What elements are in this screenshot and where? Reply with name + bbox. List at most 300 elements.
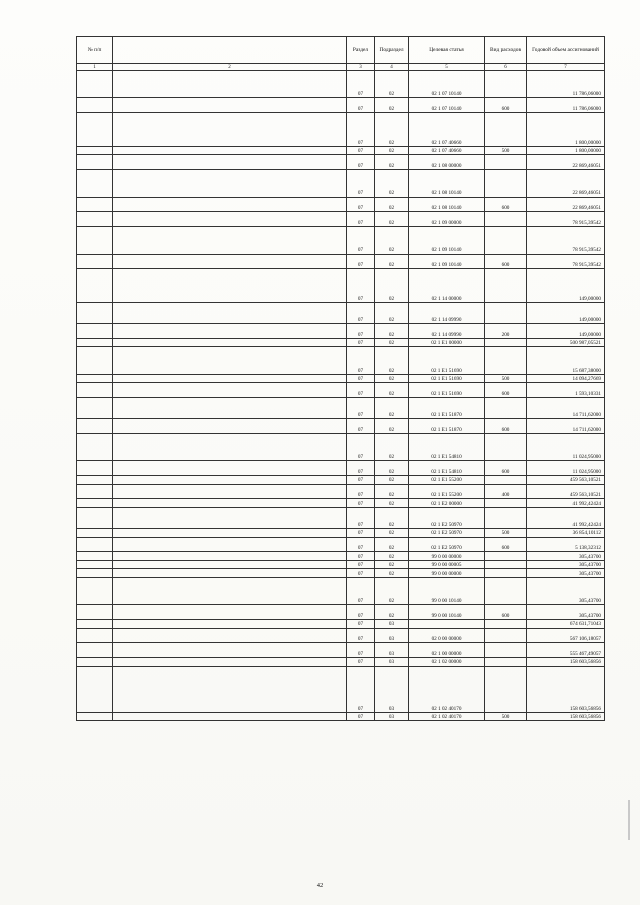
row-expense-type xyxy=(485,338,527,347)
table-row xyxy=(77,383,605,398)
row-amount: 11 786,06000 xyxy=(527,71,605,98)
row-amount: 158 603,56856 xyxy=(527,658,605,667)
row-amount: 14 711,62000 xyxy=(527,398,605,419)
row-amount: 41 992,42424 xyxy=(527,507,605,528)
row-target-article: 02 1 07 10140 xyxy=(409,98,485,113)
row-number xyxy=(77,643,113,658)
row-number xyxy=(77,113,113,147)
row-subsection: 02 xyxy=(375,434,409,461)
row-expense-type: 200 xyxy=(485,324,527,339)
row-subsection: 02 xyxy=(375,398,409,419)
row-section: 07 xyxy=(347,170,375,197)
row-subsection: 03 xyxy=(375,620,409,629)
header-section: Раздел xyxy=(347,37,375,64)
row-expense-type xyxy=(485,628,527,643)
row-number xyxy=(77,476,113,485)
header-expense-type: Вид расходов xyxy=(485,37,527,64)
row-expense-type: 600 xyxy=(485,461,527,476)
row-amount: 14 711,62000 xyxy=(527,419,605,434)
row-description xyxy=(113,398,347,419)
header-name xyxy=(113,37,347,64)
row-description xyxy=(113,197,347,212)
row-subsection: 02 xyxy=(375,197,409,212)
row-expense-type xyxy=(485,71,527,98)
row-description xyxy=(113,666,347,712)
row-number xyxy=(77,620,113,629)
table-row xyxy=(77,552,605,561)
row-subsection: 02 xyxy=(375,577,409,604)
row-amount: 1 800,00000 xyxy=(527,146,605,155)
row-section: 07 xyxy=(347,269,375,303)
row-description xyxy=(113,658,347,667)
row-section: 07 xyxy=(347,212,375,227)
column-number: 2 xyxy=(113,64,347,71)
row-target-article: 02 1 E1 54810 xyxy=(409,461,485,476)
row-description xyxy=(113,605,347,620)
row-number xyxy=(77,212,113,227)
row-subsection: 02 xyxy=(375,212,409,227)
row-section: 07 xyxy=(347,560,375,569)
column-number: 3 xyxy=(347,64,375,71)
row-subsection: 02 xyxy=(375,347,409,374)
row-number xyxy=(77,666,113,712)
row-target-article: 02 1 08 00000 xyxy=(409,155,485,170)
row-expense-type xyxy=(485,476,527,485)
row-section: 07 xyxy=(347,537,375,552)
row-expense-type xyxy=(485,269,527,303)
page-number: 42 xyxy=(316,882,324,889)
row-description xyxy=(113,434,347,461)
row-section: 07 xyxy=(347,113,375,147)
row-target-article: 02 1 E1 51690 xyxy=(409,383,485,398)
row-description xyxy=(113,529,347,538)
row-subsection: 03 xyxy=(375,628,409,643)
row-number xyxy=(77,499,113,508)
row-description xyxy=(113,71,347,98)
row-number xyxy=(77,628,113,643)
table-row xyxy=(77,537,605,552)
row-number xyxy=(77,383,113,398)
table-row xyxy=(77,212,605,227)
row-section: 07 xyxy=(347,628,375,643)
row-number xyxy=(77,227,113,254)
row-expense-type xyxy=(485,552,527,561)
table-body xyxy=(77,71,605,721)
header-amount: Годовой объем ассигнований xyxy=(527,37,605,64)
row-expense-type xyxy=(485,398,527,419)
row-number xyxy=(77,146,113,155)
column-number: 4 xyxy=(375,64,409,71)
row-subsection: 03 xyxy=(375,666,409,712)
row-description xyxy=(113,303,347,324)
row-amount: 11 024,95000 xyxy=(527,434,605,461)
row-subsection: 02 xyxy=(375,338,409,347)
row-number xyxy=(77,347,113,374)
scan-edge-mark xyxy=(628,800,630,840)
header-target: Целевая статья xyxy=(409,37,485,64)
row-expense-type: 600 xyxy=(485,605,527,620)
row-number xyxy=(77,303,113,324)
row-description xyxy=(113,419,347,434)
row-number xyxy=(77,577,113,604)
row-amount: 22 869,46051 xyxy=(527,155,605,170)
row-target-article: 02 1 07 40660 xyxy=(409,113,485,147)
column-number: 1 xyxy=(77,64,113,71)
row-amount: 500 987,05521 xyxy=(527,338,605,347)
row-target-article xyxy=(409,620,485,629)
row-amount: 459 563,10521 xyxy=(527,484,605,499)
row-section: 07 xyxy=(347,324,375,339)
row-amount: 11 786,06000 xyxy=(527,98,605,113)
row-number xyxy=(77,461,113,476)
row-section: 07 xyxy=(347,303,375,324)
row-number xyxy=(77,658,113,667)
row-target-article: 02 1 02 40170 xyxy=(409,666,485,712)
row-section: 07 xyxy=(347,620,375,629)
row-section: 07 xyxy=(347,658,375,667)
row-number xyxy=(77,98,113,113)
table-header-row xyxy=(77,37,605,64)
row-number xyxy=(77,71,113,98)
row-expense-type xyxy=(485,620,527,629)
column-number: 7 xyxy=(527,64,605,71)
row-target-article: 02 0 00 00000 xyxy=(409,628,485,643)
row-target-article: 02 1 09 00000 xyxy=(409,212,485,227)
row-subsection: 02 xyxy=(375,529,409,538)
row-amount: 36 854,10112 xyxy=(527,529,605,538)
row-target-article: 99 0 00 10140 xyxy=(409,577,485,604)
row-section: 07 xyxy=(347,254,375,269)
table-row xyxy=(77,374,605,383)
row-description xyxy=(113,577,347,604)
row-target-article: 02 1 E1 51870 xyxy=(409,398,485,419)
row-amount: 674 631,71043 xyxy=(527,620,605,629)
row-amount: 305,43700 xyxy=(527,569,605,578)
row-section: 07 xyxy=(347,197,375,212)
row-amount: 14 094,27669 xyxy=(527,374,605,383)
row-number xyxy=(77,419,113,434)
row-subsection: 02 xyxy=(375,113,409,147)
row-target-article: 02 1 08 10140 xyxy=(409,197,485,212)
row-section: 07 xyxy=(347,227,375,254)
row-target-article: 02 1 E1 00000 xyxy=(409,338,485,347)
row-number xyxy=(77,374,113,383)
row-number xyxy=(77,398,113,419)
row-subsection: 02 xyxy=(375,324,409,339)
row-section: 07 xyxy=(347,476,375,485)
row-number xyxy=(77,197,113,212)
row-section: 07 xyxy=(347,499,375,508)
row-section: 07 xyxy=(347,529,375,538)
row-number xyxy=(77,434,113,461)
row-description xyxy=(113,347,347,374)
row-section: 07 xyxy=(347,569,375,578)
row-subsection: 02 xyxy=(375,419,409,434)
row-expense-type xyxy=(485,643,527,658)
row-number xyxy=(77,269,113,303)
table-row xyxy=(77,113,605,147)
row-amount: 149,00000 xyxy=(527,324,605,339)
row-section: 07 xyxy=(347,383,375,398)
table-row xyxy=(77,303,605,324)
row-number xyxy=(77,170,113,197)
row-number xyxy=(77,712,113,721)
row-subsection: 02 xyxy=(375,227,409,254)
row-section: 07 xyxy=(347,577,375,604)
row-expense-type: 600 xyxy=(485,254,527,269)
row-subsection: 02 xyxy=(375,461,409,476)
row-description xyxy=(113,552,347,561)
row-expense-type: 400 xyxy=(485,484,527,499)
table-row xyxy=(77,254,605,269)
table-row xyxy=(77,98,605,113)
row-description xyxy=(113,212,347,227)
row-description xyxy=(113,374,347,383)
row-subsection: 02 xyxy=(375,605,409,620)
row-expense-type xyxy=(485,666,527,712)
row-description xyxy=(113,98,347,113)
row-expense-type xyxy=(485,113,527,147)
row-section: 07 xyxy=(347,146,375,155)
table-row xyxy=(77,484,605,499)
row-target-article: 02 1 E1 51690 xyxy=(409,374,485,383)
table-row xyxy=(77,620,605,629)
row-description xyxy=(113,507,347,528)
row-number xyxy=(77,605,113,620)
row-amount: 158 603,56856 xyxy=(527,666,605,712)
row-number xyxy=(77,552,113,561)
row-target-article: 02 1 E1 51870 xyxy=(409,419,485,434)
row-subsection: 03 xyxy=(375,643,409,658)
row-amount: 305,43700 xyxy=(527,560,605,569)
row-amount: 11 024,95000 xyxy=(527,461,605,476)
row-target-article: 02 1 02 00000 xyxy=(409,658,485,667)
table-row xyxy=(77,476,605,485)
row-description xyxy=(113,569,347,578)
table-row xyxy=(77,499,605,508)
row-expense-type: 600 xyxy=(485,383,527,398)
row-subsection: 02 xyxy=(375,155,409,170)
table-row xyxy=(77,666,605,712)
row-subsection: 02 xyxy=(375,269,409,303)
row-subsection: 03 xyxy=(375,658,409,667)
row-target-article: 02 1 E1 55200 xyxy=(409,476,485,485)
row-target-article: 02 1 00 00000 xyxy=(409,643,485,658)
row-expense-type: 600 xyxy=(485,537,527,552)
row-target-article: 02 1 E1 51690 xyxy=(409,347,485,374)
row-amount: 41 992,42424 xyxy=(527,499,605,508)
row-subsection: 02 xyxy=(375,569,409,578)
row-description xyxy=(113,383,347,398)
row-target-article: 02 1 E1 55200 xyxy=(409,484,485,499)
row-expense-type xyxy=(485,170,527,197)
row-expense-type xyxy=(485,577,527,604)
row-expense-type xyxy=(485,507,527,528)
budget-allocation-table xyxy=(76,36,605,721)
row-description xyxy=(113,155,347,170)
row-target-article: 99 0 00 00000 xyxy=(409,569,485,578)
row-description xyxy=(113,113,347,147)
table-row xyxy=(77,155,605,170)
row-number xyxy=(77,560,113,569)
row-target-article: 02 1 08 10140 xyxy=(409,170,485,197)
row-subsection: 02 xyxy=(375,552,409,561)
row-target-article: 99 0 00 10140 xyxy=(409,605,485,620)
table-row xyxy=(77,324,605,339)
row-section: 07 xyxy=(347,347,375,374)
row-expense-type: 600 xyxy=(485,197,527,212)
row-number xyxy=(77,569,113,578)
table-row xyxy=(77,398,605,419)
row-expense-type xyxy=(485,560,527,569)
row-subsection: 02 xyxy=(375,71,409,98)
column-number-row xyxy=(77,64,605,71)
header-num: № п/п xyxy=(77,37,113,64)
table-row xyxy=(77,197,605,212)
column-number: 6 xyxy=(485,64,527,71)
row-section: 07 xyxy=(347,484,375,499)
row-section: 07 xyxy=(347,374,375,383)
row-description xyxy=(113,461,347,476)
row-amount: 305,43700 xyxy=(527,552,605,561)
table-row xyxy=(77,628,605,643)
row-target-article: 02 1 07 40660 xyxy=(409,146,485,155)
table-row xyxy=(77,643,605,658)
row-description xyxy=(113,170,347,197)
row-amount: 5 138,32312 xyxy=(527,537,605,552)
row-subsection: 03 xyxy=(375,712,409,721)
row-number xyxy=(77,254,113,269)
row-expense-type xyxy=(485,347,527,374)
table-row xyxy=(77,338,605,347)
row-description xyxy=(113,560,347,569)
row-subsection: 02 xyxy=(375,476,409,485)
table-row xyxy=(77,170,605,197)
row-amount: 15 687,38000 xyxy=(527,347,605,374)
row-expense-type xyxy=(485,499,527,508)
row-description xyxy=(113,269,347,303)
row-subsection: 02 xyxy=(375,146,409,155)
row-amount: 459 563,10521 xyxy=(527,476,605,485)
row-section: 07 xyxy=(347,434,375,461)
row-amount: 158 603,56856 xyxy=(527,712,605,721)
row-target-article: 02 1 E2 50970 xyxy=(409,507,485,528)
row-description xyxy=(113,499,347,508)
row-amount: 1 593,10331 xyxy=(527,383,605,398)
row-amount: 305,43700 xyxy=(527,577,605,604)
row-subsection: 02 xyxy=(375,484,409,499)
row-target-article: 02 1 14 09990 xyxy=(409,324,485,339)
row-expense-type xyxy=(485,155,527,170)
table-row xyxy=(77,507,605,528)
row-section: 07 xyxy=(347,71,375,98)
row-description xyxy=(113,643,347,658)
row-number xyxy=(77,484,113,499)
row-expense-type: 500 xyxy=(485,529,527,538)
row-subsection: 02 xyxy=(375,254,409,269)
row-number xyxy=(77,155,113,170)
row-subsection: 02 xyxy=(375,499,409,508)
row-description xyxy=(113,324,347,339)
table-row xyxy=(77,227,605,254)
row-amount: 78 915,39542 xyxy=(527,254,605,269)
row-section: 07 xyxy=(347,419,375,434)
row-number xyxy=(77,338,113,347)
row-number xyxy=(77,537,113,552)
row-expense-type xyxy=(485,658,527,667)
table-row xyxy=(77,569,605,578)
row-amount: 305,43700 xyxy=(527,605,605,620)
row-expense-type: 600 xyxy=(485,98,527,113)
row-amount: 567 106,18057 xyxy=(527,628,605,643)
row-section: 07 xyxy=(347,605,375,620)
row-section: 07 xyxy=(347,461,375,476)
row-expense-type: 500 xyxy=(485,146,527,155)
row-expense-type: 500 xyxy=(485,374,527,383)
row-section: 07 xyxy=(347,666,375,712)
row-number xyxy=(77,324,113,339)
row-section: 07 xyxy=(347,643,375,658)
row-target-article: 99 0 00 00000 xyxy=(409,552,485,561)
row-description xyxy=(113,620,347,629)
row-description xyxy=(113,484,347,499)
row-description xyxy=(113,476,347,485)
row-amount: 22 869,46051 xyxy=(527,197,605,212)
row-target-article: 02 1 E2 50970 xyxy=(409,537,485,552)
row-target-article: 02 1 E2 00000 xyxy=(409,499,485,508)
row-target-article: 02 1 09 10140 xyxy=(409,227,485,254)
row-description xyxy=(113,712,347,721)
row-amount: 22 869,46051 xyxy=(527,170,605,197)
table-row xyxy=(77,712,605,721)
row-target-article: 02 1 E2 50970 xyxy=(409,529,485,538)
row-section: 07 xyxy=(347,712,375,721)
row-target-article: 02 1 14 00000 xyxy=(409,269,485,303)
row-amount: 149,00000 xyxy=(527,269,605,303)
row-subsection: 02 xyxy=(375,303,409,324)
table-row xyxy=(77,269,605,303)
table-row xyxy=(77,529,605,538)
row-expense-type xyxy=(485,212,527,227)
row-target-article: 02 1 07 10140 xyxy=(409,71,485,98)
row-expense-type xyxy=(485,434,527,461)
table-row xyxy=(77,146,605,155)
row-number xyxy=(77,507,113,528)
row-section: 07 xyxy=(347,398,375,419)
table-row xyxy=(77,347,605,374)
row-description xyxy=(113,338,347,347)
row-description xyxy=(113,254,347,269)
row-expense-type: 600 xyxy=(485,419,527,434)
row-subsection: 02 xyxy=(375,374,409,383)
row-target-article: 02 1 09 10140 xyxy=(409,254,485,269)
row-subsection: 02 xyxy=(375,537,409,552)
row-target-article: 02 1 14 09990 xyxy=(409,303,485,324)
row-subsection: 02 xyxy=(375,507,409,528)
row-amount: 555 467,49057 xyxy=(527,643,605,658)
table-row xyxy=(77,461,605,476)
row-amount: 149,00000 xyxy=(527,303,605,324)
row-section: 07 xyxy=(347,338,375,347)
row-target-article: 02 1 02 40170 xyxy=(409,712,485,721)
row-description xyxy=(113,146,347,155)
row-target-article: 99 0 00 00005 xyxy=(409,560,485,569)
row-target-article: 02 1 E1 54810 xyxy=(409,434,485,461)
row-subsection: 02 xyxy=(375,560,409,569)
row-section: 07 xyxy=(347,552,375,561)
row-section: 07 xyxy=(347,507,375,528)
table-row xyxy=(77,560,605,569)
